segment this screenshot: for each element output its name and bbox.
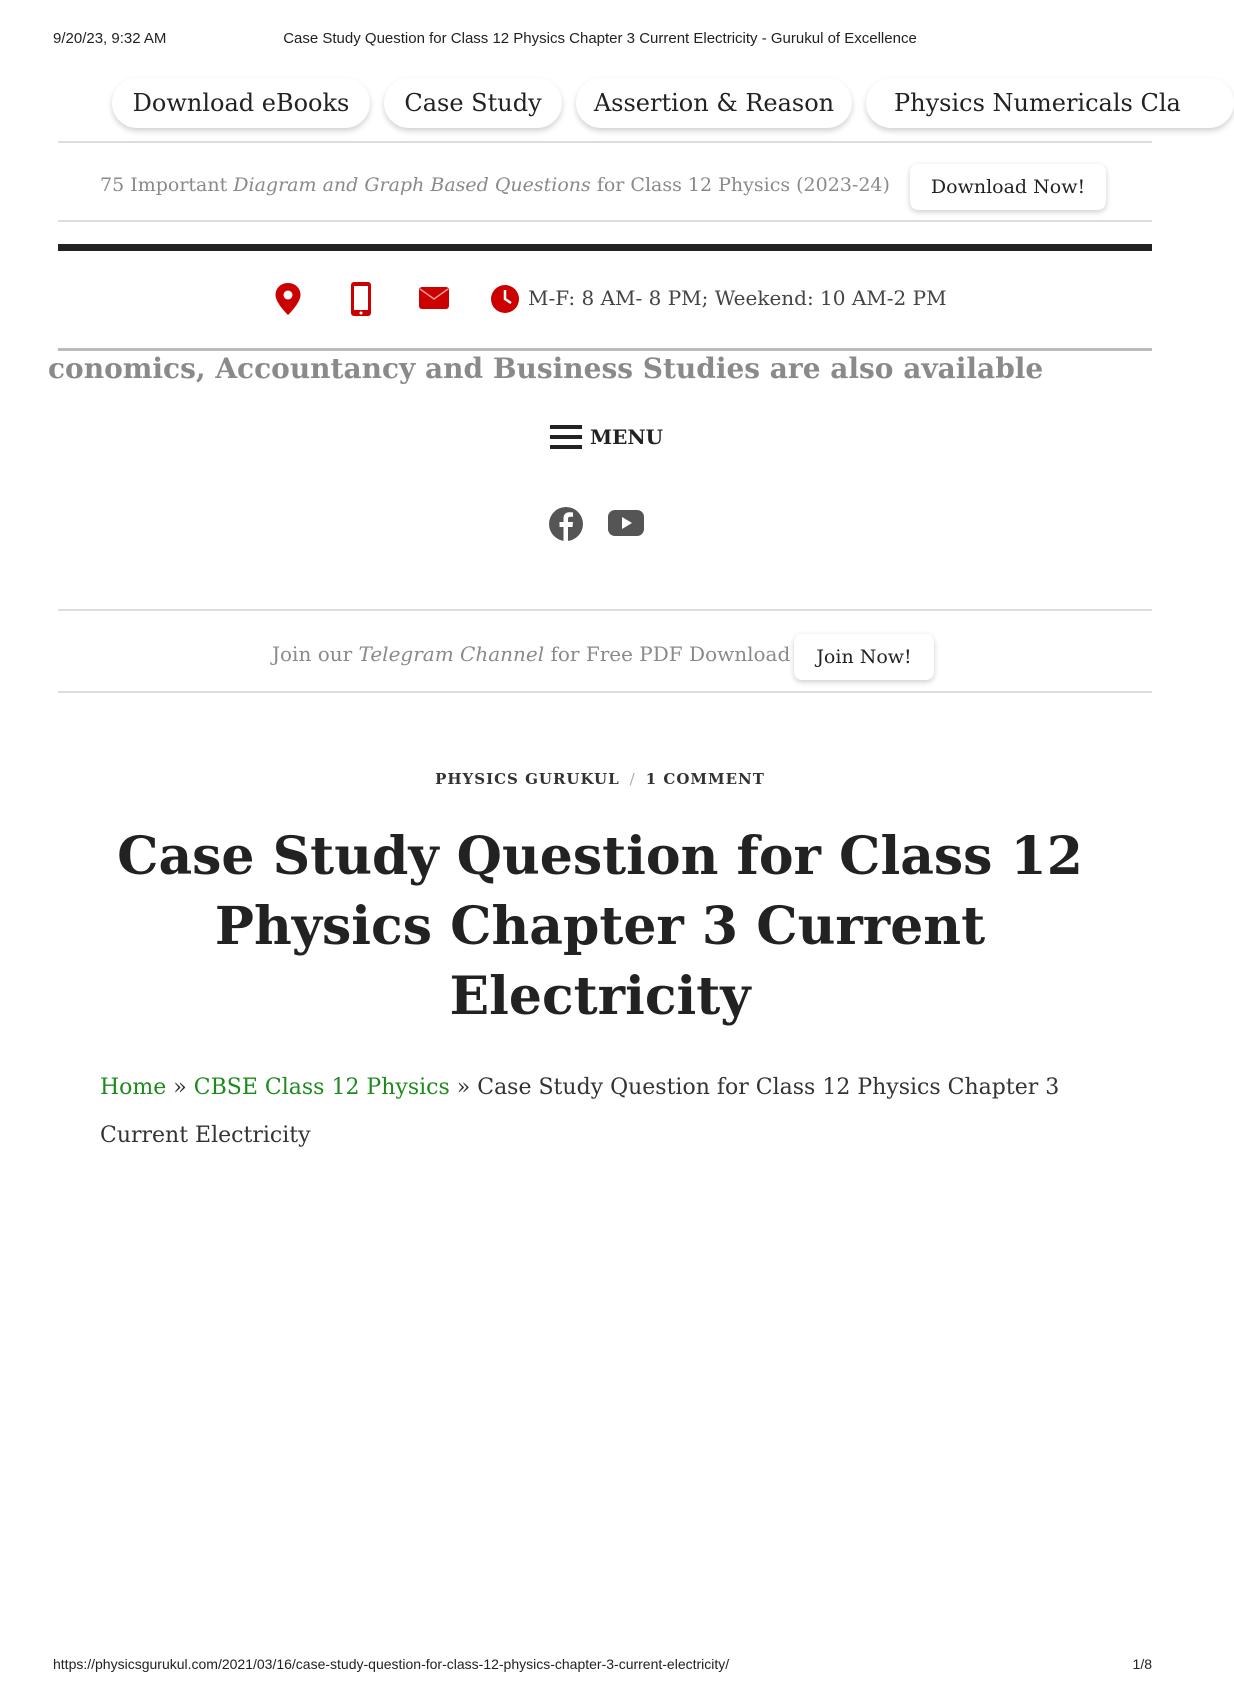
print-date: 9/20/23, 9:32 AM — [53, 30, 167, 47]
nav-case-study[interactable]: Case Study — [384, 78, 562, 128]
breadcrumb: Home » CBSE Class 12 Physics » Case Study Question for Class 12 Physics Chapter 3 Current Electricity — [100, 1075, 1060, 1148]
post-comments-link[interactable]: 1 COMMENT — [645, 770, 765, 788]
post-meta — [0, 770, 1200, 788]
divider — [58, 691, 1152, 693]
office-hours: M-F: 8 AM- 8 PM; Weekend: 10 AM-2 PM — [528, 286, 947, 310]
print-page-title: Case Study Question for Class 12 Physics Chapter 3 Current Electricity - Gurukul of Excellence — [283, 30, 917, 47]
post-author[interactable]: PHYSICS GURUKUL — [435, 770, 620, 788]
menu-toggle[interactable] — [550, 424, 663, 450]
divider — [58, 141, 1152, 143]
meta-separator: / — [629, 770, 636, 788]
telegram-emphasis: Telegram Channel — [358, 642, 545, 666]
breadcrumb-category[interactable]: CBSE Class 12 Physics — [193, 1075, 450, 1100]
breadcrumb-current: Case Study Question for Class 12 Physics Chapter 3 Current Electricity — [100, 1075, 1060, 1148]
header-rule — [58, 244, 1152, 251]
divider — [58, 609, 1152, 611]
top-nav — [58, 74, 1181, 144]
join-now-button[interactable]: Join Now! — [794, 634, 934, 680]
print-url: https://physicsgurukul.com/2021/03/16/case-study-question-for-class-12-physics-chapter-3-current-electricity/ — [53, 1656, 730, 1672]
telegram-text: Join our Telegram Channel for Free PDF Download — [272, 642, 791, 666]
clock-icon — [490, 284, 520, 314]
promo-emphasis: Diagram and Graph Based Questions — [233, 174, 591, 196]
post-title: Case Study Question for Class 12 Physics Chapter 3 Current Electricity — [117, 826, 1083, 1027]
youtube-icon[interactable] — [608, 510, 644, 536]
hamburger-icon — [550, 424, 582, 450]
email-icon[interactable] — [418, 286, 450, 310]
menu-label: MENU — [590, 425, 664, 449]
facebook-icon[interactable] — [548, 506, 584, 542]
phone-icon[interactable] — [350, 281, 372, 317]
location-icon[interactable] — [274, 282, 302, 316]
divider — [58, 220, 1152, 222]
divider — [58, 348, 1152, 351]
print-page-number: 1/8 — [1132, 1656, 1152, 1672]
nav-physics-numericals[interactable]: Physics Numericals Cla — [866, 78, 1234, 128]
promo-text: 75 Important Diagram and Graph Based Questions for Class 12 Physics (2023-24) — [100, 174, 890, 196]
nav-download-ebooks[interactable]: Download eBooks — [112, 78, 370, 128]
breadcrumb-home[interactable]: Home — [100, 1075, 167, 1100]
nav-assertion-reason[interactable]: Assertion & Reason — [576, 78, 852, 128]
download-now-button[interactable]: Download Now! — [910, 164, 1106, 210]
announcement-marquee: conomics, Accountancy and Business Studies are also available — [48, 352, 1044, 385]
